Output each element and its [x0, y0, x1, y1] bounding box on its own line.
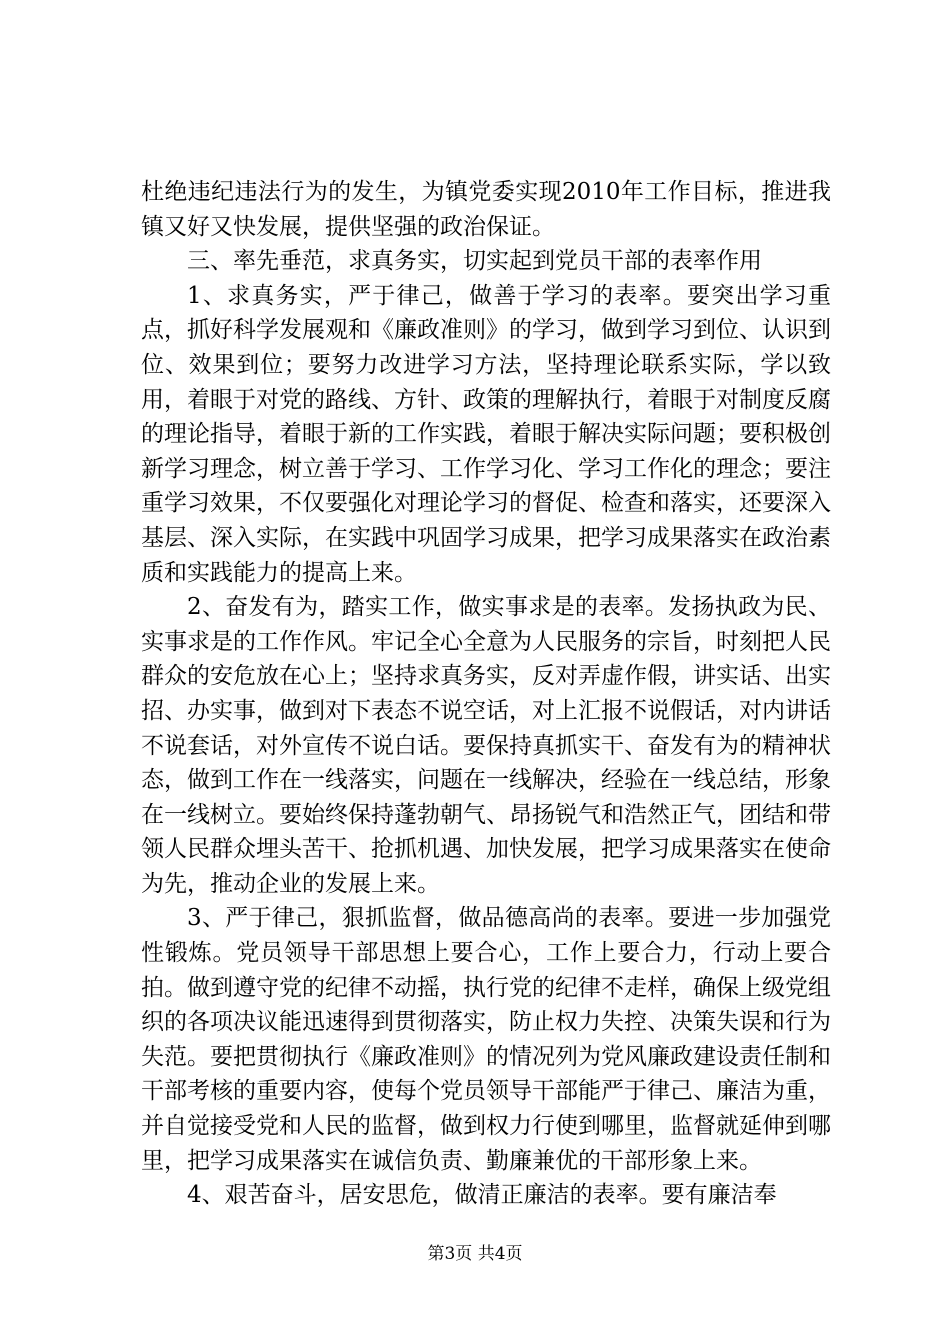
paragraph-item-3: 3、严于律己，狠抓监督，做品德高尚的表率。要进一步加强党性锻炼。党员领导干部思想上要合心，工作上要合力，行动上要合拍。做到遵守党的纪律不动摇，执行党的纪律不走样，确保上级党组织的各项决议能迅速得到贯彻落实，防止权力失控、决策失误和行为失范。要把贯彻执行《廉政准则》的情况列为党风廉政建设责任制和干部考核的重要内容，使每个党员领导干部能严于律己、廉洁为重，并自觉接受党和人民的监督，做到权力行使到哪里，监督就延伸到哪里，把学习成果落实在诚信负责、勤廉兼优的干部形象上来。: [141, 905, 831, 1174]
section-heading: 三、率先垂范，求真务实，切实起到党员干部的表率作用: [187, 248, 762, 275]
paragraph-item-1: 1、求真务实，严于律己，做善于学习的表率。要突出学习重点，抓好科学发展观和《廉政准则》的学习，做到学习到位、认识到位、效果到位；要努力改进学习方法，坚持理论联系实际，学以致用，着眼于对党的路线、方针、政策的理解执行，着眼于对制度反腐的理论指导，着眼于新的工作实践，着眼于解决实际问题；要积极创新学习理念，树立善于学习、工作学习化、学习工作化的理念；要注重学习效果，不仅要强化对理论学习的督促、检查和落实，还要深入基层、深入实际，在实践中巩固学习成果，把学习成果落实在政治素质和实践能力的提高上来。: [141, 282, 831, 586]
page-number-footer: 第3页 共4页: [427, 1244, 523, 1264]
paragraph-item-4: 4、艰苦奋斗，居安思危，做清正廉洁的表率。要有廉洁奉: [187, 1182, 777, 1209]
paragraph-continuation: 杜绝违纪违法行为的发生，为镇党委实现2010年工作目标，推进我镇又好又快发展，提供坚强的政治保证。: [141, 179, 831, 240]
paragraph-item-2: 2、奋发有为，踏实工作，做实事求是的表率。发扬执政为民、实事求是的工作作风。牢记全心全意为人民服务的宗旨，时刻把人民群众的安危放在心上；坚持求真务实，反对弄虚作假，讲实话、出实招、办实事，做到对下表态不说空话，对上汇报不说假话，对内讲话不说套话，对外宣传不说白话。要保持真抓实干、奋发有为的精神状态，做到工作在一线落实，问题在一线解决，经验在一线总结，形象在一线树立。要始终保持蓬勃朝气、昂扬锐气和浩然正气，团结和带领人民群众埋头苦干、抢抓机遇、加快发展，把学习成果落实在使命为先，推动企业的发展上来。: [141, 594, 831, 897]
document-body: [141, 175, 831, 1213]
